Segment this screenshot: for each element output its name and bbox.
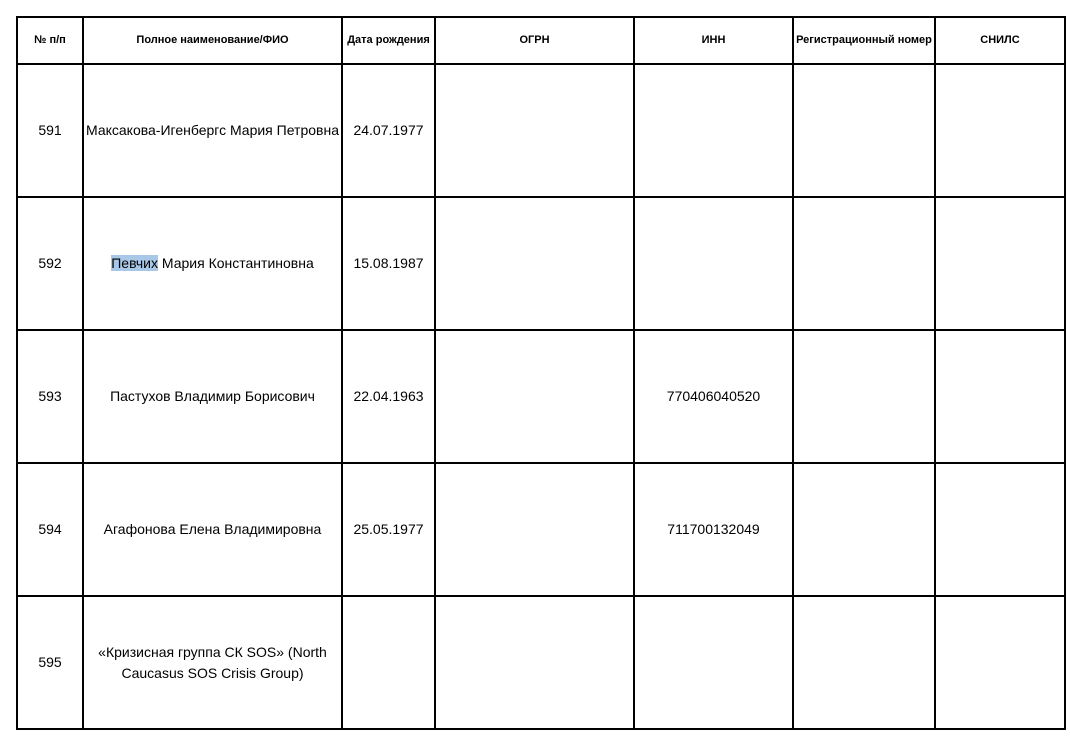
cell-number: 595	[17, 596, 83, 729]
table-row	[17, 64, 1065, 197]
cell-date-of-birth: 22.04.1963	[342, 330, 435, 463]
cell-number: 593	[17, 330, 83, 463]
cell-snils	[935, 197, 1065, 330]
cell-snils	[935, 463, 1065, 596]
header-number: № п/п	[17, 17, 83, 64]
cell-date-of-birth: 25.05.1977	[342, 463, 435, 596]
cell-inn	[634, 596, 793, 729]
cell-ogrn	[435, 64, 634, 197]
cell-date-of-birth: 24.07.1977	[342, 64, 435, 197]
name-rest-text: Мария Константиновна	[158, 255, 314, 271]
cell-inn: 711700132049	[634, 463, 793, 596]
registry-table	[16, 16, 1066, 730]
cell-full-name[interactable]	[83, 197, 342, 330]
cell-full-name[interactable]: Максакова-Игенбергс Мария Петровна	[83, 64, 342, 197]
header-full-name: Полное наименование/ФИО	[83, 17, 342, 64]
header-ogrn: ОГРН	[435, 17, 634, 64]
cell-date-of-birth	[342, 596, 435, 729]
cell-registration-number	[793, 64, 935, 197]
cell-number: 591	[17, 64, 83, 197]
cell-registration-number	[793, 197, 935, 330]
cell-date-of-birth: 15.08.1987	[342, 197, 435, 330]
cell-snils	[935, 596, 1065, 729]
table-row	[17, 197, 1065, 330]
cell-full-name[interactable]: Пастухов Владимир Борисович	[83, 330, 342, 463]
header-inn: ИНН	[634, 17, 793, 64]
cell-ogrn	[435, 596, 634, 729]
header-registration-number: Регистрационный номер	[793, 17, 935, 64]
cell-inn	[634, 64, 793, 197]
cell-inn: 770406040520	[634, 330, 793, 463]
cell-number: 592	[17, 197, 83, 330]
table-row	[17, 330, 1065, 463]
cell-ogrn	[435, 330, 634, 463]
cell-full-name[interactable]: Агафонова Елена Владимировна	[83, 463, 342, 596]
cell-ogrn	[435, 463, 634, 596]
cell-registration-number	[793, 463, 935, 596]
cell-full-name[interactable]: «Кризисная группа СК SOS» (North Caucasus SOS Crisis Group)	[83, 596, 342, 729]
cell-snils	[935, 330, 1065, 463]
cell-registration-number	[793, 330, 935, 463]
selected-text-highlight[interactable]: Певчих	[111, 255, 159, 271]
cell-ogrn	[435, 197, 634, 330]
table-row	[17, 596, 1065, 729]
header-date-of-birth: Дата рождения	[342, 17, 435, 64]
cell-inn	[634, 197, 793, 330]
header-snils: СНИЛС	[935, 17, 1065, 64]
cell-registration-number	[793, 596, 935, 729]
cell-snils	[935, 64, 1065, 197]
table-header-row	[17, 17, 1065, 64]
table-row	[17, 463, 1065, 596]
cell-number: 594	[17, 463, 83, 596]
